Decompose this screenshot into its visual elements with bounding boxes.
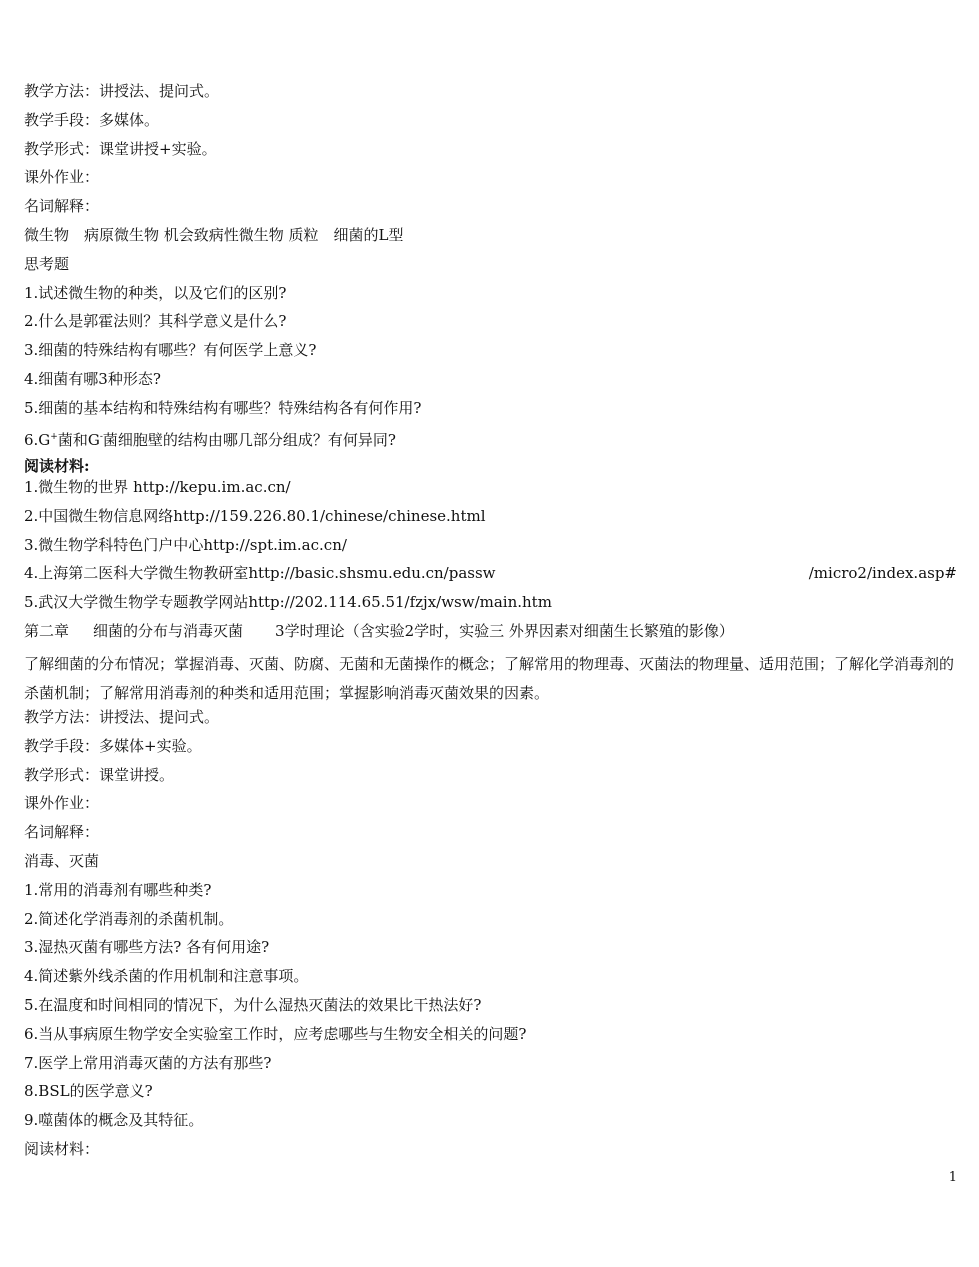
page-number: 1 [948,1170,957,1185]
reading-item: 4.上海第二医科大学微生物教研室http://basic.shsmu.edu.cn/passw [24,564,496,582]
teaching-form: 教学形式：课堂讲授+实验。 [24,140,217,158]
q6-mid: 菌和G [57,431,100,449]
question-item: 7.医学上常用消毒灭菌的方法有那些? [24,1054,272,1072]
terms-label: 名词解释： [24,823,100,841]
homework-label: 课外作业： [24,794,100,812]
terms-label: 名词解释： [24,197,100,215]
teaching-form: 教学形式：课堂讲授。 [24,766,175,784]
question-item: 1.常用的消毒剂有哪些种类? [24,881,212,899]
reading-item-tail: /micro2/index.asp# [808,564,957,582]
question-item-gram [24,430,396,450]
reading-item: 2.中国微生物信息网络http://159.226.80.1/chinese/chinese.html [24,507,486,525]
chapter-heading [24,621,734,641]
question-item: 4.简述紫外线杀菌的作用机制和注意事项。 [24,967,309,985]
reading-label: 阅读材料: [24,457,90,475]
q6-prefix: 6.G [24,431,51,449]
question-item: 1.试述微生物的种类，以及它们的区别? [24,284,287,302]
question-item: 9.噬菌体的概念及其特征。 [24,1111,204,1129]
teaching-method: 教学方法：讲授法、提问式。 [24,82,220,100]
reading-item: 1.微生物的世界 http://kepu.im.ac.cn/ [24,478,291,496]
question-item: 3.细菌的特殊结构有哪些？有何医学上意义? [24,341,317,359]
chapter-objectives: 了解细菌的分布情况；掌握消毒、灭菌、防腐、无菌和无菌操作的概念；了解常用的物理毒、灭菌法的物理量、适用范围；了解化学消毒剂的杀菌机制；了解常用消毒剂的种类和适用范围；掌握影响消毒灭菌效果的因素。 [24,655,955,702]
q6-suffix: 菌细胞壁的结构由哪几部分组成？有何异同? [102,431,396,449]
reading-item: 3.微生物学科特色门户中心http://spt.im.ac.cn/ [24,536,347,554]
question-item: 2.什么是郭霍法则？其科学意义是什么? [24,312,287,330]
reading-item: 5.武汉大学微生物学专题教学网站http://202.114.65.51/fzjx/wsw/main.htm [24,593,552,611]
question-item: 2.简述化学消毒剂的杀菌机制。 [24,910,234,928]
chapter-hours: 3学时理论（含实验2学时，实验三 外界因素对细菌生长繁殖的影像） [275,622,734,640]
question-item: 4.细菌有哪3种形态? [24,370,161,388]
reading-label: 阅读材料： [24,1140,100,1158]
homework-label: 课外作业： [24,168,100,186]
q6-sup-plus: + [50,432,58,442]
question-item: 5.细菌的基本结构和特殊结构有哪些？特殊结构各有何作用? [24,399,422,417]
teaching-means: 教学手段：多媒体。 [24,111,160,129]
question-item: 8.BSL的医学意义? [24,1082,153,1100]
teaching-means: 教学手段：多媒体+实验。 [24,737,202,755]
terms-list: 消毒、灭菌 [24,852,100,870]
chapter-number: 第二章 [24,622,70,640]
question-item: 5.在温度和时间相同的情况下，为什么湿热灭菌法的效果比干热法好? [24,996,482,1014]
q6-sup-minus: - [99,432,103,442]
terms-list: 微生物 病原微生物 机会致病性微生物 质粒 细菌的L型 [24,226,404,244]
chapter-title: 细菌的分布与消毒灭菌 [93,622,244,640]
questions-label: 思考题 [24,255,70,273]
question-item: 6.当从事病原生物学安全实验室工作时，应考虑哪些与生物安全相关的问题? [24,1025,527,1043]
question-item: 3.湿热灭菌有哪些方法? 各有何用途? [24,938,270,956]
teaching-method: 教学方法：讲授法、提问式。 [24,708,220,726]
